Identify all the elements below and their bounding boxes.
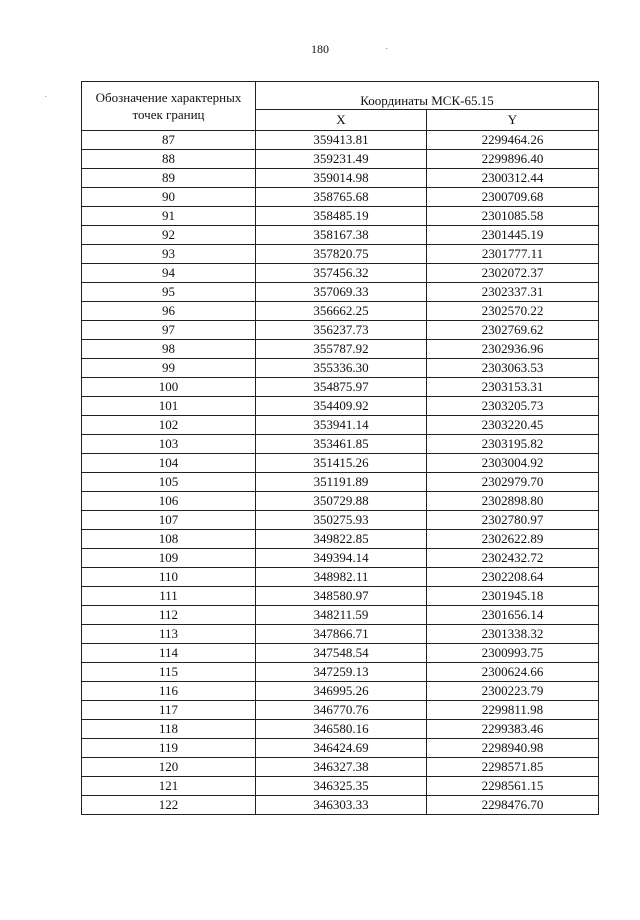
x-cell: 351191.89 bbox=[256, 473, 427, 492]
point-cell: 108 bbox=[82, 530, 256, 549]
x-cell: 347548.54 bbox=[256, 644, 427, 663]
coordinates-table-header bbox=[82, 82, 599, 131]
y-cell: 2298561.15 bbox=[427, 777, 599, 796]
coordinates-table bbox=[81, 81, 599, 815]
y-cell: 2301945.18 bbox=[427, 587, 599, 606]
x-cell: 354875.97 bbox=[256, 378, 427, 397]
point-cell: 115 bbox=[82, 663, 256, 682]
x-cell: 358765.68 bbox=[256, 188, 427, 207]
header-y: Y bbox=[427, 110, 599, 131]
table-row bbox=[82, 340, 599, 359]
table-row bbox=[82, 758, 599, 777]
table-row bbox=[82, 606, 599, 625]
point-cell: 90 bbox=[82, 188, 256, 207]
x-cell: 359014.98 bbox=[256, 169, 427, 188]
table-row bbox=[82, 245, 599, 264]
x-cell: 358485.19 bbox=[256, 207, 427, 226]
table-row bbox=[82, 625, 599, 644]
y-cell: 2302769.62 bbox=[427, 321, 599, 340]
x-cell: 357069.33 bbox=[256, 283, 427, 302]
y-cell: 2303205.73 bbox=[427, 397, 599, 416]
y-cell: 2301085.58 bbox=[427, 207, 599, 226]
point-cell: 116 bbox=[82, 682, 256, 701]
y-cell: 2303220.45 bbox=[427, 416, 599, 435]
point-cell: 93 bbox=[82, 245, 256, 264]
x-cell: 346303.33 bbox=[256, 796, 427, 815]
table-row bbox=[82, 264, 599, 283]
point-cell: 118 bbox=[82, 720, 256, 739]
point-cell: 122 bbox=[82, 796, 256, 815]
x-cell: 353941.14 bbox=[256, 416, 427, 435]
table-row bbox=[82, 169, 599, 188]
table-row bbox=[82, 587, 599, 606]
y-cell: 2299896.40 bbox=[427, 150, 599, 169]
point-cell: 88 bbox=[82, 150, 256, 169]
point-cell: 109 bbox=[82, 549, 256, 568]
point-cell: 95 bbox=[82, 283, 256, 302]
point-cell: 104 bbox=[82, 454, 256, 473]
y-cell: 2302570.22 bbox=[427, 302, 599, 321]
x-cell: 359413.81 bbox=[256, 131, 427, 150]
table-row bbox=[82, 473, 599, 492]
point-cell: 99 bbox=[82, 359, 256, 378]
point-cell: 105 bbox=[82, 473, 256, 492]
table-row bbox=[82, 682, 599, 701]
x-cell: 346424.69 bbox=[256, 739, 427, 758]
table-row bbox=[82, 796, 599, 815]
table-row bbox=[82, 416, 599, 435]
y-cell: 2302780.97 bbox=[427, 511, 599, 530]
point-cell: 117 bbox=[82, 701, 256, 720]
table-row bbox=[82, 207, 599, 226]
x-cell: 351415.26 bbox=[256, 454, 427, 473]
x-cell: 359231.49 bbox=[256, 150, 427, 169]
x-cell: 346325.35 bbox=[256, 777, 427, 796]
y-cell: 2302936.96 bbox=[427, 340, 599, 359]
x-cell: 348211.59 bbox=[256, 606, 427, 625]
header-row bbox=[82, 82, 599, 110]
x-cell: 350275.93 bbox=[256, 511, 427, 530]
table-row bbox=[82, 777, 599, 796]
point-cell: 119 bbox=[82, 739, 256, 758]
point-cell: 87 bbox=[82, 131, 256, 150]
point-cell: 98 bbox=[82, 340, 256, 359]
point-cell: 112 bbox=[82, 606, 256, 625]
x-cell: 347259.13 bbox=[256, 663, 427, 682]
point-cell: 94 bbox=[82, 264, 256, 283]
point-cell: 100 bbox=[82, 378, 256, 397]
table-row bbox=[82, 302, 599, 321]
table-row bbox=[82, 321, 599, 340]
table-row bbox=[82, 226, 599, 245]
y-cell: 2303063.53 bbox=[427, 359, 599, 378]
point-cell: 103 bbox=[82, 435, 256, 454]
table-row bbox=[82, 644, 599, 663]
point-cell: 102 bbox=[82, 416, 256, 435]
table-row bbox=[82, 492, 599, 511]
x-cell: 357820.75 bbox=[256, 245, 427, 264]
x-cell: 356662.25 bbox=[256, 302, 427, 321]
y-cell: 2298476.70 bbox=[427, 796, 599, 815]
coordinates-table-body bbox=[82, 131, 599, 815]
y-cell: 2301445.19 bbox=[427, 226, 599, 245]
y-cell: 2301777.11 bbox=[427, 245, 599, 264]
y-cell: 2302208.64 bbox=[427, 568, 599, 587]
scan-speck: · bbox=[44, 92, 48, 103]
table-row bbox=[82, 568, 599, 587]
table-row bbox=[82, 131, 599, 150]
x-cell: 349822.85 bbox=[256, 530, 427, 549]
x-cell: 346580.16 bbox=[256, 720, 427, 739]
y-cell: 2299383.46 bbox=[427, 720, 599, 739]
y-cell: 2301656.14 bbox=[427, 606, 599, 625]
y-cell: 2299464.26 bbox=[427, 131, 599, 150]
point-cell: 101 bbox=[82, 397, 256, 416]
point-cell: 120 bbox=[82, 758, 256, 777]
x-cell: 350729.88 bbox=[256, 492, 427, 511]
point-cell: 107 bbox=[82, 511, 256, 530]
x-cell: 356237.73 bbox=[256, 321, 427, 340]
table-row bbox=[82, 188, 599, 207]
table-row bbox=[82, 720, 599, 739]
point-cell: 110 bbox=[82, 568, 256, 587]
point-cell: 96 bbox=[82, 302, 256, 321]
table-row bbox=[82, 549, 599, 568]
y-cell: 2302898.80 bbox=[427, 492, 599, 511]
header-coordinate-system: Координаты МСК-65.15 bbox=[256, 82, 599, 110]
point-cell: 121 bbox=[82, 777, 256, 796]
point-cell: 106 bbox=[82, 492, 256, 511]
x-cell: 346327.38 bbox=[256, 758, 427, 777]
y-cell: 2302622.89 bbox=[427, 530, 599, 549]
page-number: 180 bbox=[311, 42, 329, 56]
point-cell: 111 bbox=[82, 587, 256, 606]
table-row bbox=[82, 454, 599, 473]
y-cell: 2300709.68 bbox=[427, 188, 599, 207]
y-cell: 2300312.44 bbox=[427, 169, 599, 188]
point-cell: 92 bbox=[82, 226, 256, 245]
table-row bbox=[82, 435, 599, 454]
point-cell: 114 bbox=[82, 644, 256, 663]
table-row bbox=[82, 150, 599, 169]
x-cell: 346770.76 bbox=[256, 701, 427, 720]
x-cell: 353461.85 bbox=[256, 435, 427, 454]
table-row bbox=[82, 701, 599, 720]
y-cell: 2298571.85 bbox=[427, 758, 599, 777]
x-cell: 355336.30 bbox=[256, 359, 427, 378]
x-cell: 347866.71 bbox=[256, 625, 427, 644]
y-cell: 2302979.70 bbox=[427, 473, 599, 492]
x-cell: 348580.97 bbox=[256, 587, 427, 606]
header-x: X bbox=[256, 110, 427, 131]
table-row bbox=[82, 511, 599, 530]
y-cell: 2298940.98 bbox=[427, 739, 599, 758]
table-row bbox=[82, 359, 599, 378]
y-cell: 2302072.37 bbox=[427, 264, 599, 283]
y-cell: 2303195.82 bbox=[427, 435, 599, 454]
y-cell: 2300993.75 bbox=[427, 644, 599, 663]
x-cell: 355787.92 bbox=[256, 340, 427, 359]
table-row bbox=[82, 663, 599, 682]
table-row bbox=[82, 397, 599, 416]
y-cell: 2302432.72 bbox=[427, 549, 599, 568]
y-cell: 2300223.79 bbox=[427, 682, 599, 701]
point-cell: 97 bbox=[82, 321, 256, 340]
scan-speck: · bbox=[385, 44, 389, 55]
table-row bbox=[82, 283, 599, 302]
table-row bbox=[82, 739, 599, 758]
y-cell: 2300624.66 bbox=[427, 663, 599, 682]
point-cell: 89 bbox=[82, 169, 256, 188]
table-row bbox=[82, 530, 599, 549]
y-cell: 2302337.31 bbox=[427, 283, 599, 302]
y-cell: 2303004.92 bbox=[427, 454, 599, 473]
y-cell: 2299811.98 bbox=[427, 701, 599, 720]
x-cell: 346995.26 bbox=[256, 682, 427, 701]
x-cell: 354409.92 bbox=[256, 397, 427, 416]
x-cell: 348982.11 bbox=[256, 568, 427, 587]
x-cell: 357456.32 bbox=[256, 264, 427, 283]
table-row bbox=[82, 378, 599, 397]
header-point-designation: Обозначение характерных точек границ bbox=[82, 82, 256, 131]
point-cell: 91 bbox=[82, 207, 256, 226]
y-cell: 2303153.31 bbox=[427, 378, 599, 397]
point-cell: 113 bbox=[82, 625, 256, 644]
x-cell: 349394.14 bbox=[256, 549, 427, 568]
x-cell: 358167.38 bbox=[256, 226, 427, 245]
y-cell: 2301338.32 bbox=[427, 625, 599, 644]
